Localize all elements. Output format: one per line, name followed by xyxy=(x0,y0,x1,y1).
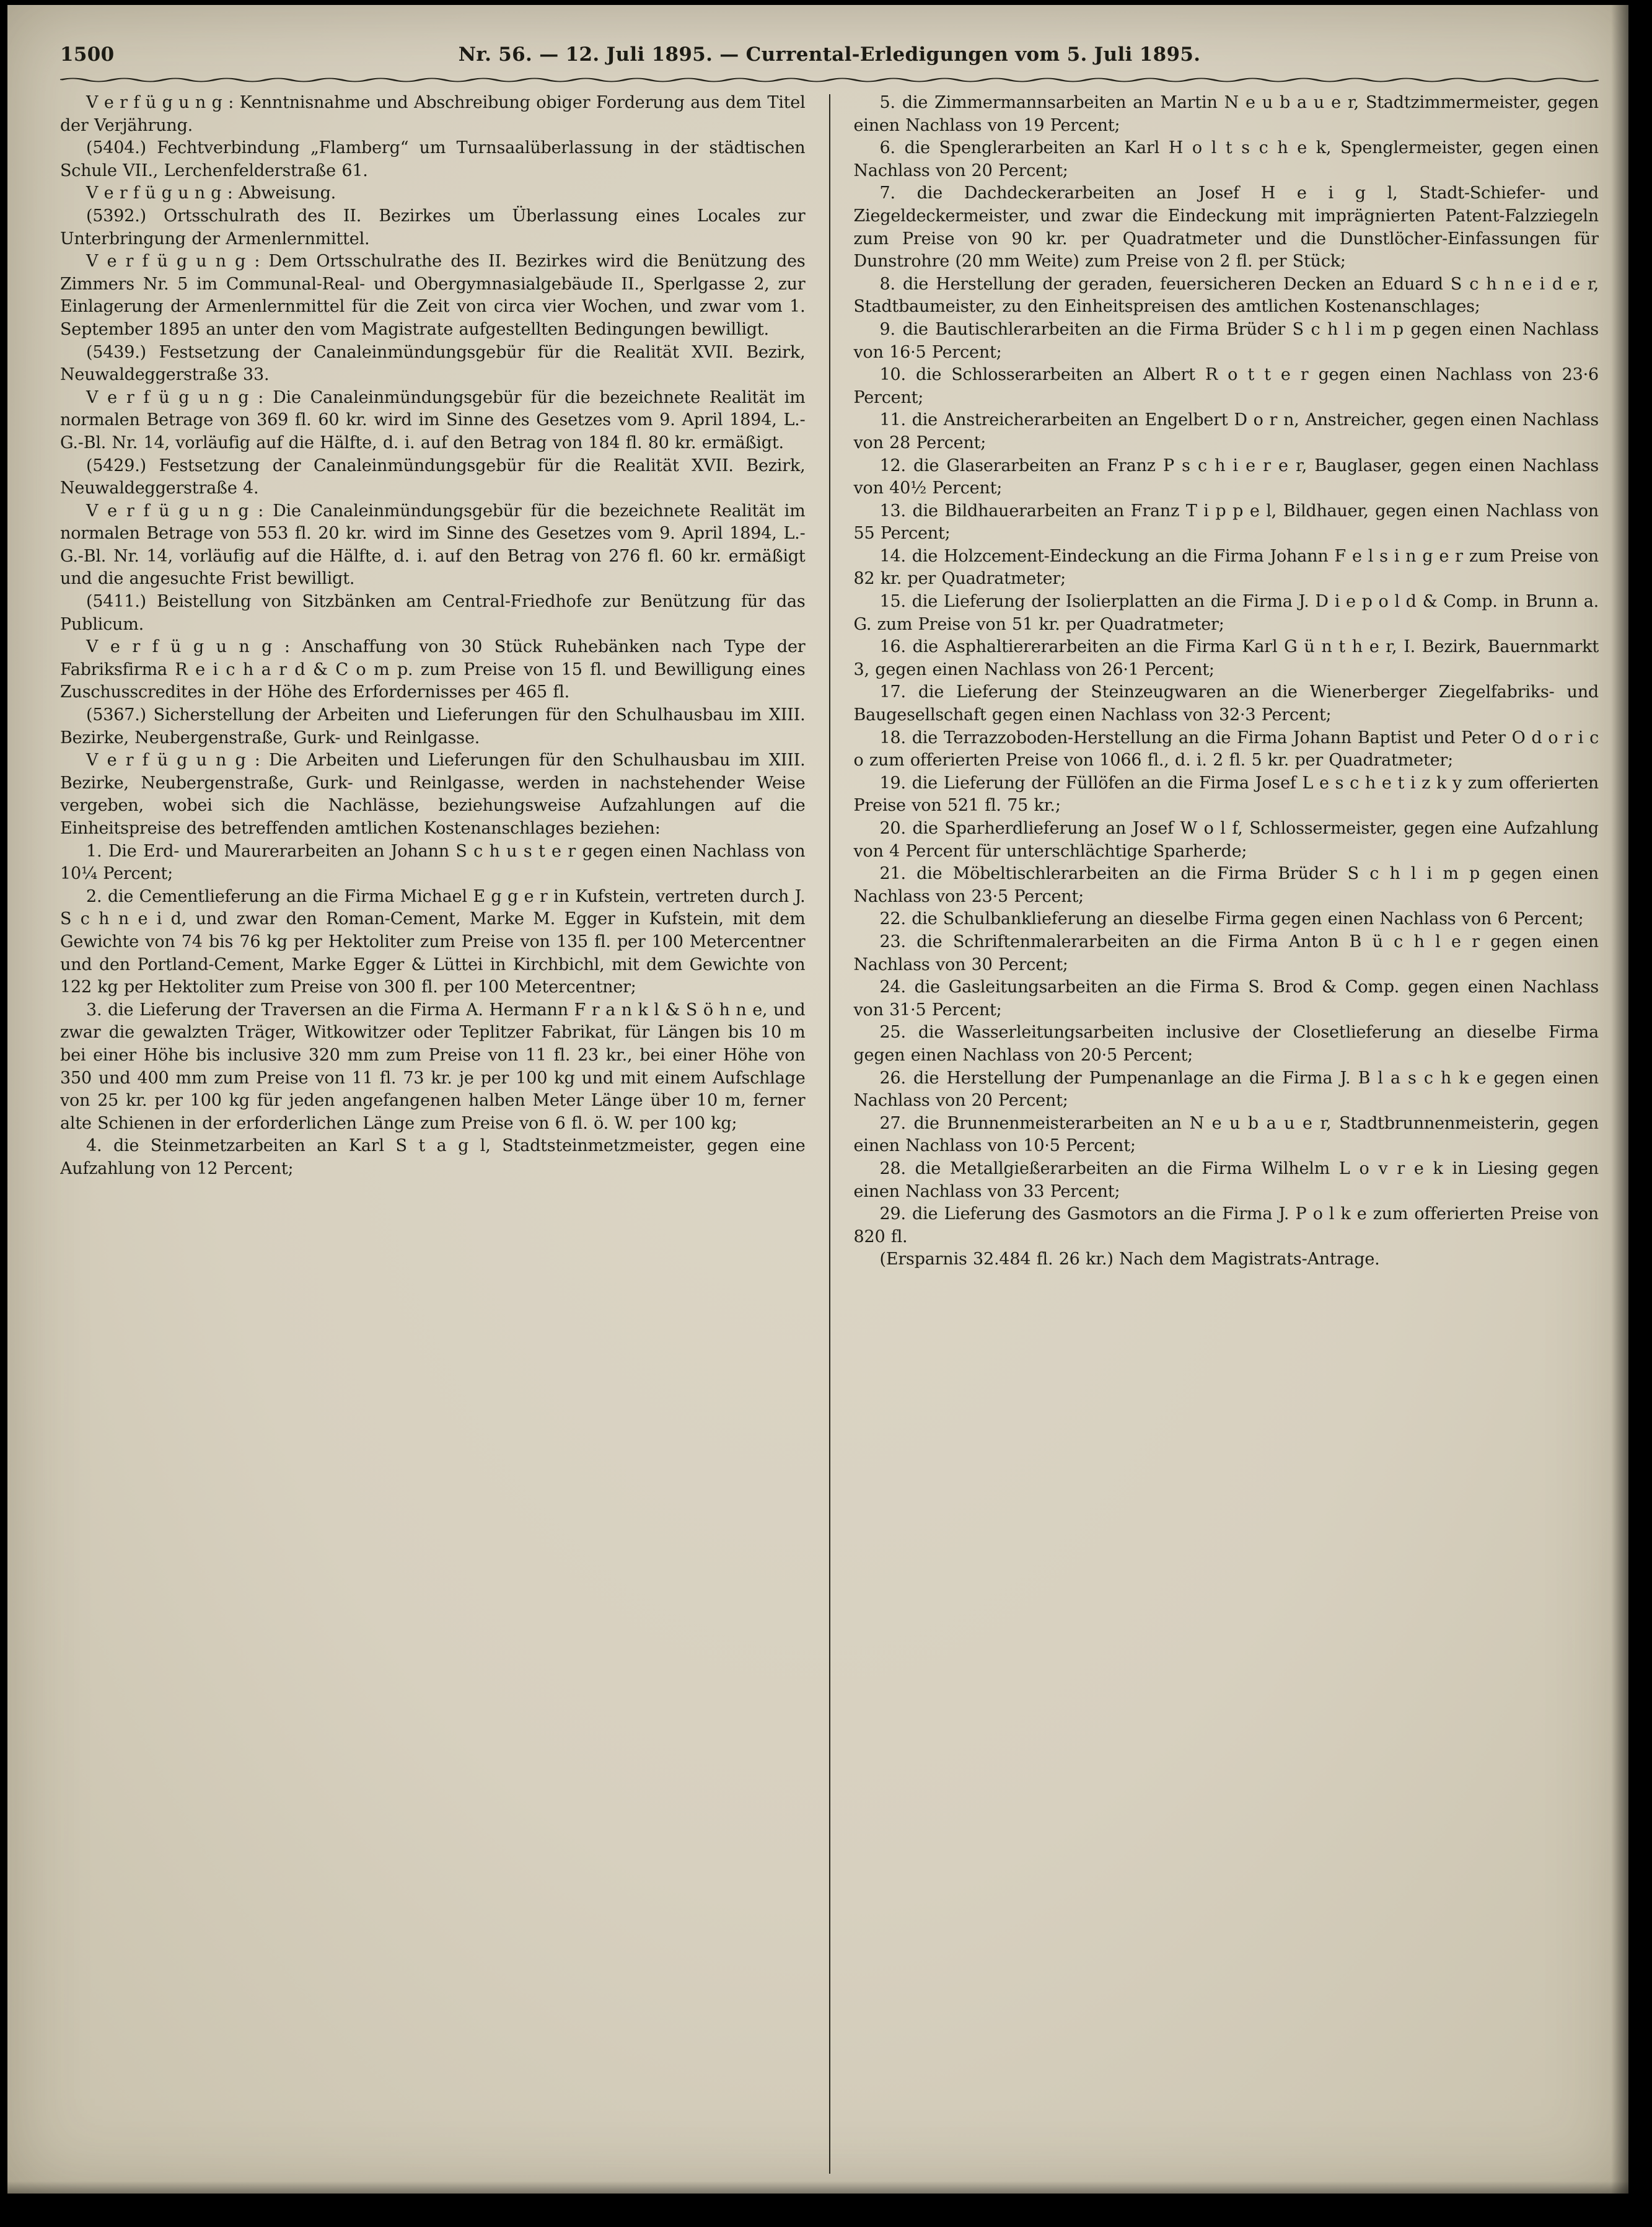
paragraph: 5. die Zimmermannsarbeiten an Martin N e u b a u e r, Stadtzimmermeister, gegen einen Nachlass von 19 Percent; xyxy=(853,93,1599,135)
paragraph: 6. die Spenglerarbeiten an Karl H o l t s c h e k, Spenglermeister, gegen einen Nachlass von 20 Percent; xyxy=(853,138,1599,180)
paragraph: 27. die Brunnenmeisterarbeiten an N e u b a u e r, Stadtbrunnenmeisterin, gegen einen Nachlass von 10·5 Percent; xyxy=(853,1113,1599,1156)
paragraph: (5411.) Beistellung von Sitzbänken am Central-Friedhofe zur Benützung für das Publicum. xyxy=(60,592,806,634)
page-header xyxy=(60,43,1599,71)
paragraph: (5367.) Sicherstellung der Arbeiten und Lieferungen für den Schulhausbau im XIII. Bezirke, Neubergenstraße, Gurk- und Reinlgasse. xyxy=(60,705,806,747)
paragraph: 11. die Anstreicherarbeiten an Engelbert D o r n, Anstreicher, gegen einen Nachlass von 28 Percent; xyxy=(853,410,1599,452)
paragraph: 22. die Schulbanklieferung an dieselbe Firma gegen einen Nachlass von 6 Percent; xyxy=(879,909,1584,929)
paragraph: 24. die Gasleitungsarbeiten an die Firma S. Brod & Comp. gegen einen Nachlass von 31·5 Percent; xyxy=(853,977,1599,1020)
paragraph: 1. Die Erd- und Maurerarbeiten an Johann S c h u s t e r gegen einen Nachlass von 10¼ Percent; xyxy=(60,841,806,884)
paragraph: 8. die Herstellung der geraden, feuersicheren Decken an Eduard S c h n e i d e r, Stadtbaumeister, zu den Einheitspreisen des amtlichen Kostenanschlages; xyxy=(853,274,1599,317)
paragraph: 28. die Metallgießerarbeiten an die Firma Wilhelm L o v r e k in Liesing gegen einen Nachlass von 33 Percent; xyxy=(853,1158,1599,1201)
paragraph: (5404.) Fechtverbindung „Flamberg“ um Turnsaalüberlassung in der städtischen Schule VII., Lerchenfelderstraße 61. xyxy=(60,138,806,180)
paragraph: (5429.) Festsetzung der Canaleinmündungsgebür für die Realität XVII. Bezirk, Neuwaldeggerstraße 4. xyxy=(60,456,806,498)
paragraph: V e r f ü g u n g : Dem Ortsschulrathe des II. Bezirkes wird die Benützung des Zimmers Nr. 5 im Communal-Real- und Obergymnasialgebäude II., Sperlgasse 2, zur Einlagerung der Armenlernmittel für die Zeit von circa vier Wochen, und zwar vom 1. September 1895 an unter den vom Magistrate aufgestellten Bedingungen bewilligt. xyxy=(60,252,806,339)
paragraph: 2. die Cementlieferung an die Firma Michael E g g e r in Kufstein, vertreten durch J. S c h n e i d, und zwar den Roman-Cement, Marke M. Egger in Kufstein, mit dem Gewichte von 74 bis 76 kg per Hektoliter zum Preise von 135 fl. per 100 Metercentner und den Portland-Cement, Marke Egger & Lüttei in Kirchbichl, mit dem Gewichte von 122 kg per Hektoliter zum Preise von 300 fl. per 100 Metercentner; xyxy=(60,886,806,997)
paragraph: 25. die Wasserleitungsarbeiten inclusive der Closetlieferung an dieselbe Firma gegen einen Nachlass von 20·5 Percent; xyxy=(853,1023,1599,1065)
paragraph: 12. die Glaserarbeiten an Franz P s c h i e r e r, Bauglaser, gegen einen Nachlass von 40½ Percent; xyxy=(853,456,1599,498)
paragraph: 16. die Asphaltiererarbeiten an die Firma Karl G ü n t h e r, I. Bezirk, Bauernmarkt 3, gegen einen Nachlass von 26·1 Percent; xyxy=(853,637,1599,679)
paragraph: 14. die Holzcement-Eindeckung an die Firma Johann F e l s i n g e r zum Preise von 82 kr. per Quadratmeter; xyxy=(853,546,1599,589)
paragraph: 21. die Möbeltischlerarbeiten an die Firma Brüder S c h l i m p gegen einen Nachlass von 23·5 Percent; xyxy=(853,864,1599,906)
paragraph: (Ersparnis 32.484 fl. 26 kr.) Nach dem Magistrats-Antrage. xyxy=(879,1250,1380,1269)
paragraph: 29. die Lieferung des Gasmotors an die Firma J. P o l k e zum offerierten Preise von 820 fl. xyxy=(853,1204,1599,1246)
paragraph: 17. die Lieferung der Steinzeugwaren an die Wienerberger Ziegelfabriks- und Baugesellschaft gegen einen Nachlass von 32·3 Percent; xyxy=(853,682,1599,725)
paragraph: 26. die Herstellung der Pumpenanlage an die Firma J. B l a s c h k e gegen einen Nachlass von 20 Percent; xyxy=(853,1068,1599,1111)
paragraph: 9. die Bautischlerarbeiten an die Firma Brüder S c h l i m p gegen einen Nachlass von 16·5 Percent; xyxy=(853,319,1599,362)
column-divider xyxy=(829,94,830,2174)
paragraph: 13. die Bildhauerarbeiten an Franz T i p p e l, Bildhauer, gegen einen Nachlass von 55 Percent; xyxy=(853,501,1599,544)
paragraph: 7. die Dachdeckerarbeiten an Josef H e i g l, Stadt-Schiefer- und Ziegeldeckermeister, und zwar die Eindeckung mit imprägnierten Patent-Falzziegeln zum Preise von 90 kr. per Quadratmeter und die Dunstlöcher-Einfassungen für Dunstrohre (20 mm Weite) zum Preise von 2 fl. per Stück; xyxy=(853,183,1599,271)
page-number: 1500 xyxy=(60,43,115,66)
column-right xyxy=(854,92,1599,2174)
paragraph: V e r f ü g u n g : Anschaffung von 30 Stück Ruhebänken nach Type der Fabriksfirma R e i c h a r d & C o m p. zum Preise von 15 fl. und Bewilligung eines Zuschusscredites in der Höhe des Erfordernisses per 465 fl. xyxy=(60,637,806,702)
page-content xyxy=(60,43,1599,2175)
paragraph: 20. die Sparherdlieferung an Josef W o l f, Schlossermeister, gegen eine Aufzahlung von 4 Percent für unterschlächtige Sparherde; xyxy=(853,819,1599,861)
paragraph: 19. die Lieferung der Füllöfen an die Firma Josef L e s c h e t i z k y zum offerierten Preise von 521 fl. 75 kr.; xyxy=(853,773,1599,816)
paragraph: V e r f ü g u n g : Die Arbeiten und Lieferungen für den Schulhausbau im XIII. Bezirke, Neubergenstraße, Gurk- und Reinlgasse, werden in nachstehender Weise vergeben, wobei sich die Nachlässe, beziehungsweise Aufzahlungen auf die Einheitspreise des betreffenden amtlichen Kostenanschlages beziehen: xyxy=(60,751,806,838)
column-left xyxy=(60,92,806,2174)
paragraph: 18. die Terrazzoboden-Herstellung an die Firma Johann Baptist und Peter O d o r i c o zum offerierten Preise von 1066 fl., d. i. 2 fl. 5 kr. per Quadratmeter; xyxy=(853,728,1599,770)
paragraph: 4. die Steinmetzarbeiten an Karl S t a g l, Stadtsteinmetzmeister, gegen eine Aufzahlung von 12 Percent; xyxy=(60,1136,806,1178)
paragraph: 15. die Lieferung der Isolierplatten an die Firma J. D i e p o l d & Comp. in Brunn a. G. zum Preise von 51 kr. per Quadratmeter; xyxy=(853,592,1599,634)
paragraph: V e r f ü g u n g : Abweisung. xyxy=(86,183,336,203)
paragraph: V e r f ü g u n g : Kenntnisnahme und Abschreibung obiger Forderung aus dem Titel der Verjährung. xyxy=(60,93,806,135)
paragraph: V e r f ü g u n g : Die Canaleinmündungsgebür für die bezeichnete Realität im normalen Betrage von 369 fl. 60 kr. wird im Sinne des Gesetzes vom 9. April 1894, L.-G.-Bl. Nr. 14, vorläufig auf die Hälfte, d. i. auf den Betrag von 184 fl. 80 kr. ermäßigt. xyxy=(60,387,806,452)
paragraph: (5439.) Festsetzung der Canaleinmündungsgebür für die Realität XVII. Bezirk, Neuwaldeggerstraße 33. xyxy=(60,342,806,385)
two-column-body xyxy=(60,92,1599,2174)
paragraph: 10. die Schlosserarbeiten an Albert R o t t e r gegen einen Nachlass von 23·6 Percent; xyxy=(853,365,1599,407)
wavy-rule-icon xyxy=(60,77,1599,83)
page-title: Nr. 56. — 12. Juli 1895. — Currental-Erledigungen vom 5. Juli 1895. xyxy=(458,43,1201,66)
paragraph: (5392.) Ortsschulrath des II. Bezirkes um Überlassung eines Locales zur Unterbringung der Armenlernmittel. xyxy=(60,206,806,249)
paragraph: 23. die Schriftenmalerarbeiten an die Firma Anton B ü c h l e r gegen einen Nachlass von 30 Percent; xyxy=(853,932,1599,974)
document-page xyxy=(7,5,1628,2194)
paragraph: 3. die Lieferung der Traversen an die Firma A. Hermann F r a n k l & S ö h n e, und zwar die gewalzten Träger, Witkowitzer oder Teplitzer Fabrikat, für Längen bis 10 m bei einer Höhe bis inclusive 320 mm zum Preise von 11 fl. 23 kr., bei einer Höhe von 350 und 400 mm zum Preise von 11 fl. 73 kr. je per 100 kg und mit einem Aufschlage von 25 kr. per 100 kg für jeden angefangenen halben Meter Länge über 10 m, ferner alte Schienen in der erforderlichen Länge zum Preise von 6 fl. ö. W. per 100 kg; xyxy=(60,1000,806,1133)
paragraph: V e r f ü g u n g : Die Canaleinmündungsgebür für die bezeichnete Realität im normalen Betrage von 553 fl. 20 kr. wird im Sinne des Gesetzes vom 9. April 1894, L.-G.-Bl. Nr. 14, vorläufig auf die Hälfte, d. i. auf den Betrag von 276 fl. 60 kr. ermäßigt und die angesuchte Frist bewilligt. xyxy=(60,501,806,589)
